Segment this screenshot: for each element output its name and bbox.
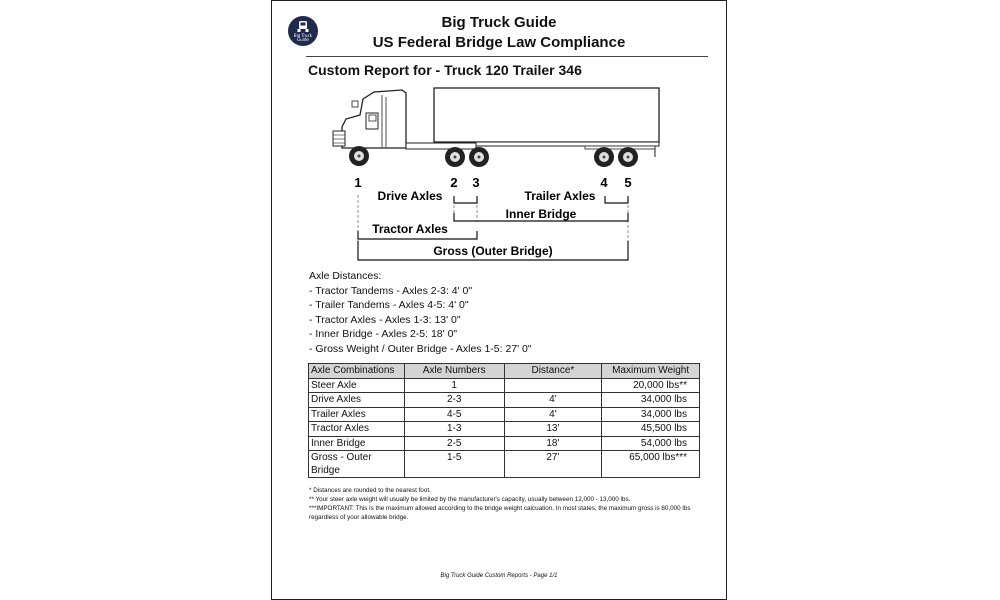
trailer-box: [434, 88, 659, 142]
cell-combination: Drive Axles: [309, 393, 405, 408]
cell-combination: Trailer Axles: [309, 407, 405, 422]
table-row: [309, 436, 700, 451]
distance-item: - Trailer Tandems - Axles 4-5: 4' 0": [309, 299, 469, 311]
distance-item: - Tractor Tandems - Axles 2-3: 4' 0": [309, 284, 473, 297]
footnotes: [309, 486, 699, 522]
cell-max-weight: 45,500 lbs: [602, 422, 700, 437]
axle-2-wheel: [445, 147, 465, 167]
page-subtitle: US Federal Bridge Law Compliance: [372, 34, 626, 51]
cell-axle-numbers: 2-5: [404, 436, 504, 451]
axle-number-1: 1: [354, 175, 362, 190]
cell-axle-numbers: 4-5: [404, 407, 504, 422]
table-row: [309, 422, 700, 437]
cell-combination: Inner Bridge: [309, 436, 405, 451]
cell-combination: Tractor Axles: [309, 422, 405, 437]
distance-item: - Inner Bridge - Axles 2-5: 18' 0": [309, 328, 458, 340]
cell-distance: 18': [504, 436, 602, 451]
cell-axle-numbers: 1-5: [404, 451, 504, 478]
col-axle-numbers: Axle Numbers: [404, 364, 504, 379]
axle-number-5: 5: [624, 175, 632, 190]
cell-max-weight: 20,000 lbs**: [602, 378, 700, 393]
trailer-axles-label: Trailer Axles: [524, 189, 596, 203]
cell-max-weight: 34,000 lbs: [602, 393, 700, 408]
col-distance: Distance*: [504, 364, 602, 379]
cell-distance: [504, 378, 602, 393]
table-header-row: [309, 364, 700, 379]
report-page: [271, 0, 727, 600]
distance-item: - Tractor Axles - Axles 1-3: 13' 0": [309, 313, 461, 326]
footnote: ** Your steer axle weight will usually be limited by the manufacturer's capacity, usually between 12,000 - 13,000 lbs.: [309, 496, 631, 503]
axle-number-4: 4: [600, 175, 608, 190]
drive-axles-label: Drive Axles: [377, 189, 443, 203]
col-axle-combinations: Axle Combinations: [309, 364, 405, 379]
header-divider: [306, 56, 708, 57]
tractor-cab: [333, 90, 406, 148]
inner-bridge-label: Inner Bridge: [505, 207, 577, 221]
page-title: Big Truck Guide: [441, 14, 557, 31]
cell-distance: 4': [504, 407, 602, 422]
cell-distance: 4': [504, 393, 602, 408]
axle-5-wheel: [618, 147, 638, 167]
cell-distance: 27': [504, 451, 602, 478]
axle-number-2: 2: [450, 175, 458, 190]
axle-3-wheel: [469, 147, 489, 167]
axle-distances-heading: Axle Distances:: [309, 270, 382, 282]
logo-text: Big Truck Guide: [293, 33, 313, 42]
cell-max-weight: 54,000 lbs: [602, 436, 700, 451]
cell-axle-numbers: 1: [404, 378, 504, 393]
cell-axle-numbers: 2-3: [404, 393, 504, 408]
axle-number-3: 3: [472, 175, 480, 190]
cell-combination: Gross - Outer Bridge: [309, 451, 405, 478]
cell-distance: 13': [504, 422, 602, 437]
axle-1-wheel: [349, 146, 369, 166]
gross-outer-bridge-label: Gross (Outer Bridge): [433, 244, 553, 258]
table-row: [309, 378, 700, 393]
distance-item: - Gross Weight / Outer Bridge - Axles 1-5: 27' 0": [309, 342, 532, 355]
table-row: [309, 407, 700, 422]
cell-combination: Steer Axle: [309, 378, 405, 393]
tractor-axles-label: Tractor Axles: [372, 222, 448, 236]
col-maximum-weight: Maximum Weight: [602, 364, 700, 379]
axle-weight-table: [308, 363, 700, 478]
table-row: [309, 451, 700, 478]
footnote: ***IMPORTANT: This is the maximum allowed according to the bridge weight calcuation. In most states, the maximum gross is 80,000 lbs regardless of your allowable bridge.: [309, 505, 691, 521]
tractor-chassis: [406, 143, 476, 149]
truck-axle-diagram: [330, 85, 670, 265]
page-footer: Big Truck Guide Custom Reports - Page 1/1: [440, 573, 558, 579]
cell-max-weight: 34,000 lbs: [602, 407, 700, 422]
cell-axle-numbers: 1-3: [404, 422, 504, 437]
cell-max-weight: 65,000 lbs***: [602, 451, 700, 478]
axle-4-wheel: [594, 147, 614, 167]
table-row: [309, 393, 700, 408]
axle-distances: [309, 269, 532, 356]
footnote: * Distances are rounded to the nearest foot.: [309, 487, 431, 494]
report-title: Custom Report for - Truck 120 Trailer 346: [308, 62, 582, 78]
